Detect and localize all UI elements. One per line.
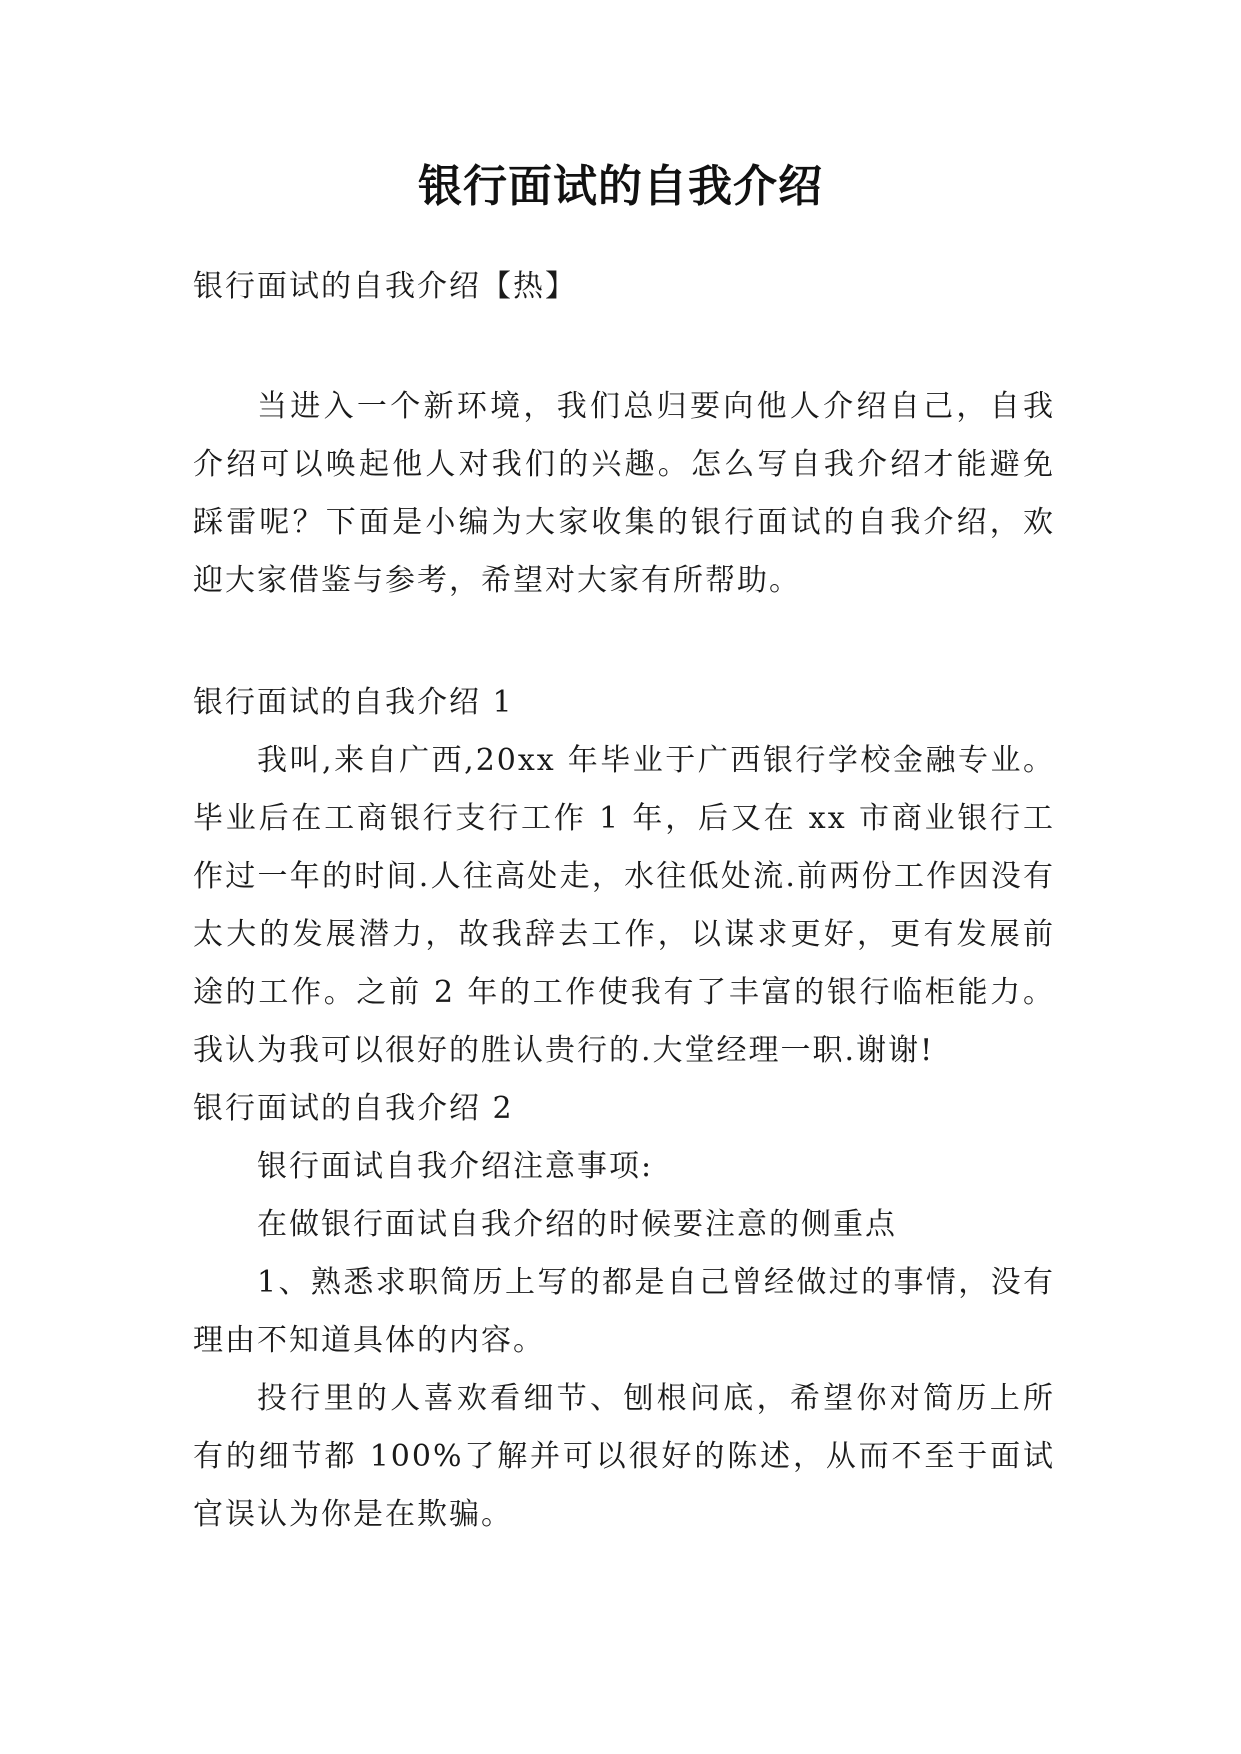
section-2-heading: 银行面试的自我介绍 2 [193, 1091, 514, 1126]
section-1-heading: 银行面试的自我介绍 1 [193, 685, 514, 720]
intro-paragraph: 当进入一个新环境，我们总归要向他人介绍自己，自我介绍可以唤起他人对我们的兴趣。怎么写自我介绍才能避免踩雷呢？下面是小编为大家收集的银行面试的自我介绍，欢迎大家借鉴与参考，希望对大家有所帮助。 [193, 389, 1055, 598]
section-2-paragraph-2: 在做银行面试自我介绍的时候要注意的侧重点 [257, 1207, 897, 1242]
section-2-paragraph-4: 投行里的人喜欢看细节、刨根问底，希望你对简历上所有的细节都 100%了解并可以很好的陈述，从而不至于面试官误认为你是在欺骗。 [193, 1381, 1055, 1532]
document-title: 银行面试的自我介绍 [418, 161, 823, 212]
document-body [193, 258, 1055, 1544]
section-1-body: 我叫,来自广西,20xx 年毕业于广西银行学校金融专业。毕业后在工商银行支行工作 1 年，后又在 xx 市商业银行工作过一年的时间.人往高处走，水往低处流.前两份工作因没有太大的发展潜力，故我辞去工作，以谋求更好，更有发展前途的工作。之前 2 年的工作使我有了丰富的银行临柜能力。我认为我可以很好的胜认贵行的.大堂经理一职.谢谢! [193, 743, 1055, 1068]
section-2-paragraph-3: 1、熟悉求职简历上写的都是自己曾经做过的事情，没有理由不知道具体的内容。 [193, 1265, 1055, 1358]
document-subtitle: 银行面试的自我介绍【热】 [193, 269, 577, 304]
section-2-paragraph-1: 银行面试自我介绍注意事项: [257, 1149, 654, 1184]
